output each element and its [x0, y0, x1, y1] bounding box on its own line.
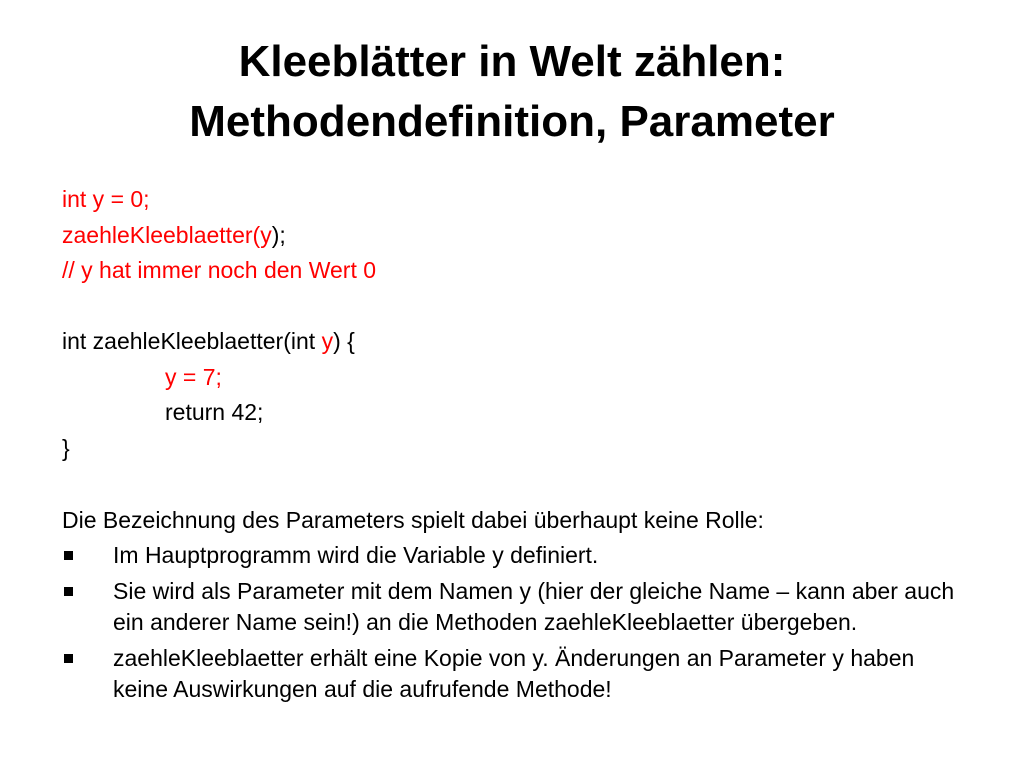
- slide-title: [40, 32, 984, 152]
- bullet-text: Im Hauptprogramm wird die Variable y definiert.: [113, 542, 599, 568]
- title-line-2: Methodendefinition, Parameter: [189, 97, 835, 146]
- square-bullet-icon: [64, 551, 73, 560]
- code-line-declaration: int y = 0;: [62, 186, 150, 212]
- code-signature-head: int zaehleKleeblaetter(int: [62, 328, 322, 354]
- explanation-intro: Die Bezeichnung des Parameters spielt dabei überhaupt keine Rolle:: [62, 507, 764, 533]
- bullet-item: [62, 540, 962, 571]
- code-block: [62, 182, 376, 466]
- code-line-comment: // y hat immer noch den Wert 0: [62, 257, 377, 283]
- bullet-text: Sie wird als Parameter mit dem Namen y (hier der gleiche Name – kann aber auch ein anderer Name sein!) an die Methoden zaehleKleeblaetter übergeben.: [113, 578, 955, 635]
- bullet-list: [62, 540, 962, 705]
- bullet-item: [62, 576, 962, 638]
- code-line-assignment: y = 7;: [165, 363, 222, 390]
- code-line-method-signature: [62, 324, 376, 360]
- code-line-closing-brace: }: [62, 434, 70, 461]
- bullet-item: [62, 643, 962, 705]
- code-line-return: return 42;: [165, 399, 264, 425]
- title-line-1: Kleeblätter in Welt zählen:: [238, 37, 786, 86]
- code-call-name: zaehleKleeblaetter(: [62, 221, 261, 248]
- square-bullet-icon: [64, 654, 73, 663]
- code-signature-tail: ) {: [333, 328, 355, 354]
- square-bullet-icon: [64, 587, 73, 596]
- code-call-argument: y: [260, 221, 272, 248]
- bullet-text: zaehleKleeblaetter erhält eine Kopie von y. Änderungen an Parameter y haben keine Auswirkungen auf die aufrufende Methode!: [113, 645, 915, 702]
- code-call-close: ): [271, 221, 280, 248]
- code-blank-line: [62, 289, 376, 325]
- explanation: [62, 505, 962, 710]
- code-line-call: [62, 218, 376, 254]
- code-signature-parameter: y: [321, 328, 334, 354]
- code-call-semicolon: ;: [279, 221, 286, 248]
